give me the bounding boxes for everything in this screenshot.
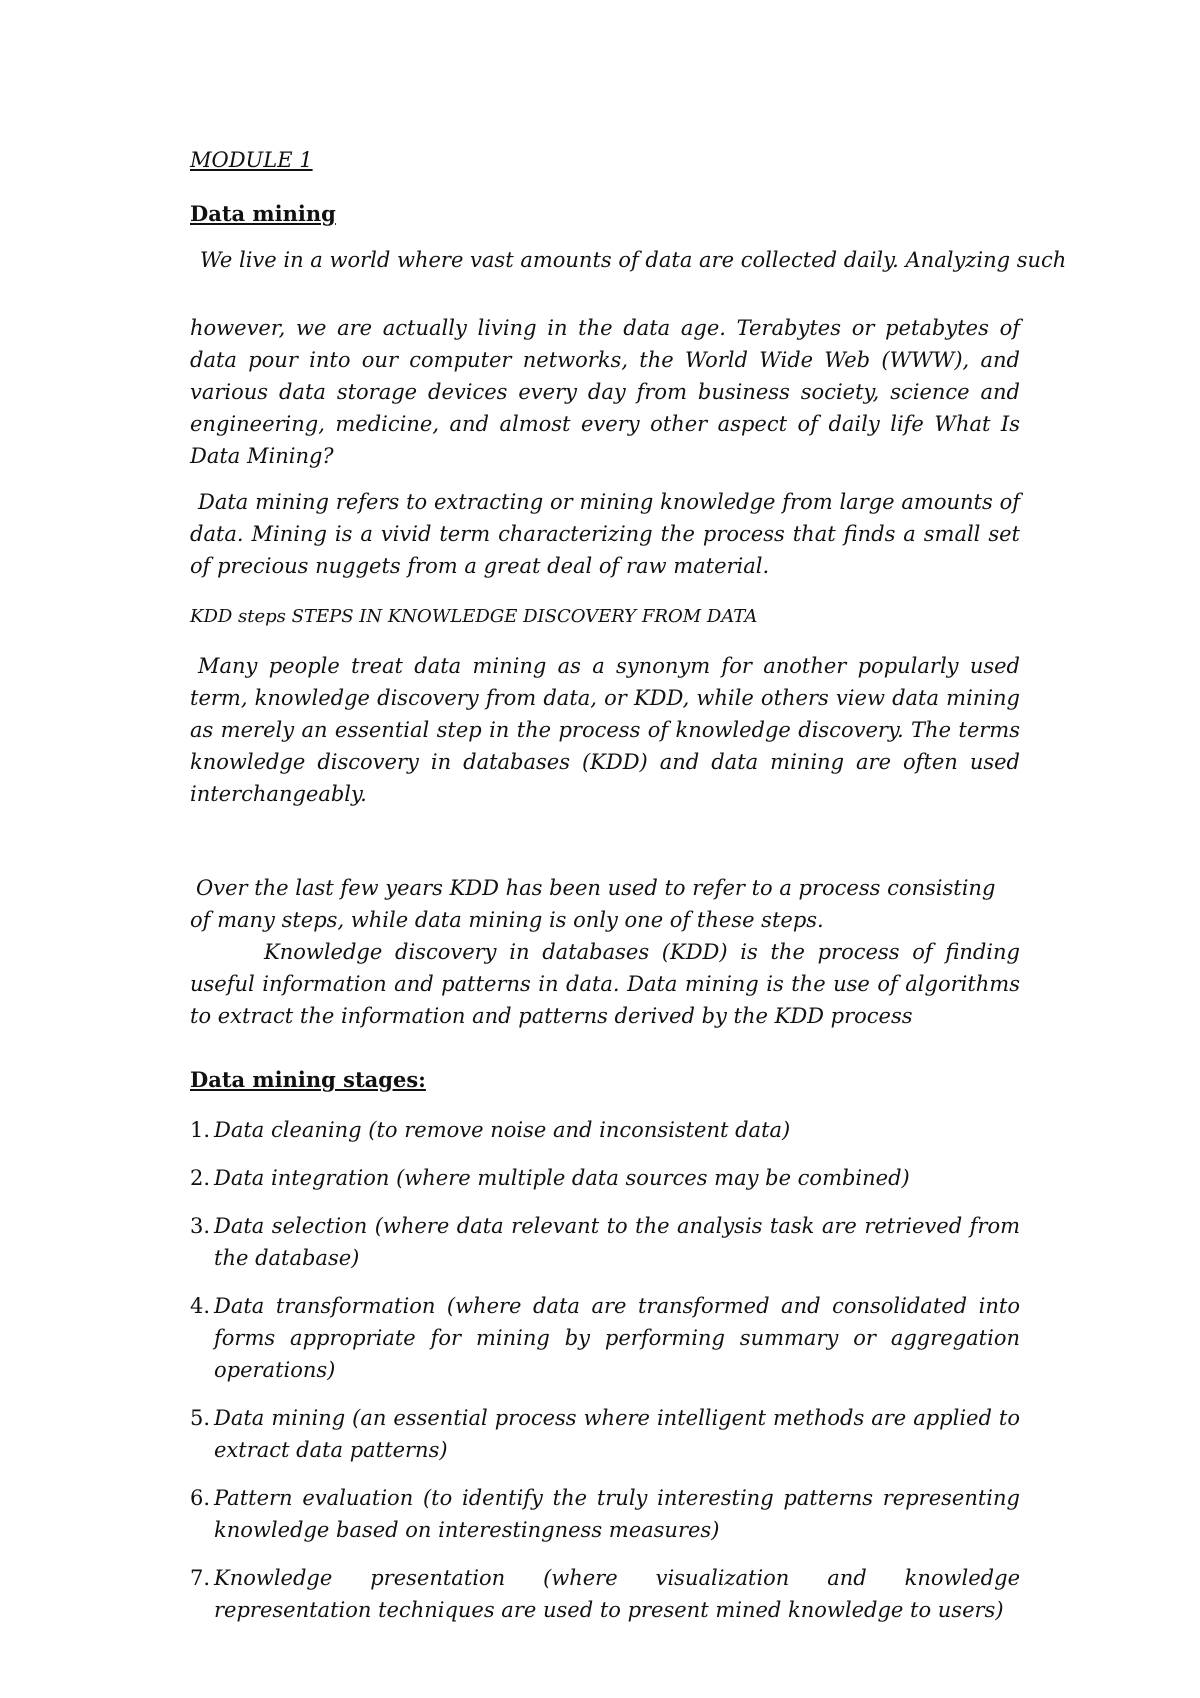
- stage-text: Data mining (an essential process where intelligent methods are applied to extract data patterns): [214, 1406, 1020, 1462]
- stage-text: Data integration (where multiple data sources may be combined): [214, 1166, 910, 1190]
- intro-paragraph: We live in a world where vast amounts of data are collected daily. Analyzing such: [200, 248, 1067, 272]
- stage-text: Data cleaning (to remove noise and inconsistent data): [214, 1118, 791, 1142]
- kdd-steps-label: KDD steps STEPS IN KNOWLEDGE DISCOVERY FROM DATA: [190, 606, 758, 627]
- stage-number: 7.: [190, 1566, 211, 1590]
- stage-item: [190, 1562, 1020, 1626]
- stage-number: 1.: [190, 1118, 211, 1142]
- stage-number: 6.: [190, 1486, 211, 1510]
- stage-number: 5.: [190, 1406, 211, 1430]
- stage-item: [190, 1402, 1020, 1466]
- data-age-paragraph: however, we are actually living in the data age. Terabytes or petabytes of data pour into our computer networks, the World Wide Web (WWW), and various data storage devices every day from business society, science and engineering, medicine, and almost every other aspect of daily life What Is Data Mining?: [190, 316, 1020, 468]
- stage-item: [190, 1162, 1020, 1194]
- stage-number: 3.: [190, 1214, 211, 1238]
- over-last-years-paragraph: Over the last few years KDD has been used to refer to a process consisting of many steps, while data mining is only one of these steps.: [190, 876, 996, 932]
- stage-item: [190, 1482, 1020, 1546]
- stages-heading: Data mining stages:: [190, 1067, 426, 1092]
- stage-number: 4.: [190, 1294, 211, 1318]
- stage-item: [190, 1290, 1020, 1386]
- stage-item: [190, 1210, 1020, 1274]
- stage-text: Pattern evaluation (to identify the truly interesting patterns representing knowledge based on interestingness measures): [214, 1486, 1020, 1542]
- kdd-definition-paragraph: Knowledge discovery in databases (KDD) is the process of finding useful information and patterns in data. Data mining is the use of algorithms to extract the information and patterns derived by the KDD process: [190, 940, 1020, 1028]
- stage-text: Data transformation (where data are transformed and consolidated into forms appropriate for mining by performing summary or aggregation operations): [214, 1294, 1020, 1382]
- stage-text: Data selection (where data relevant to the analysis task are retrieved from the database): [214, 1214, 1020, 1270]
- definition-paragraph: Data mining refers to extracting or mining knowledge from large amounts of data. Mining is a vivid term characterizing the process that finds a small set of precious nuggets from a great deal of raw material.: [190, 490, 1020, 578]
- synonym-paragraph: Many people treat data mining as a synonym for another popularly used term, knowledge discovery from data, or KDD, while others view data mining as merely an essential step in the process of knowledge discovery. The terms knowledge discovery in databases (KDD) and data mining are often used interchangeably.: [190, 654, 1020, 806]
- stage-text: Knowledge presentation (where visualization and knowledge representation techniques are used to present mined knowledge to users): [214, 1566, 1020, 1622]
- stage-number: 2.: [190, 1166, 211, 1190]
- stages-list: [190, 1114, 1020, 1626]
- document-body: [190, 146, 1067, 1642]
- module-label: MODULE 1: [190, 148, 313, 172]
- data-mining-heading: Data mining: [190, 201, 336, 226]
- stage-item: [190, 1114, 1020, 1146]
